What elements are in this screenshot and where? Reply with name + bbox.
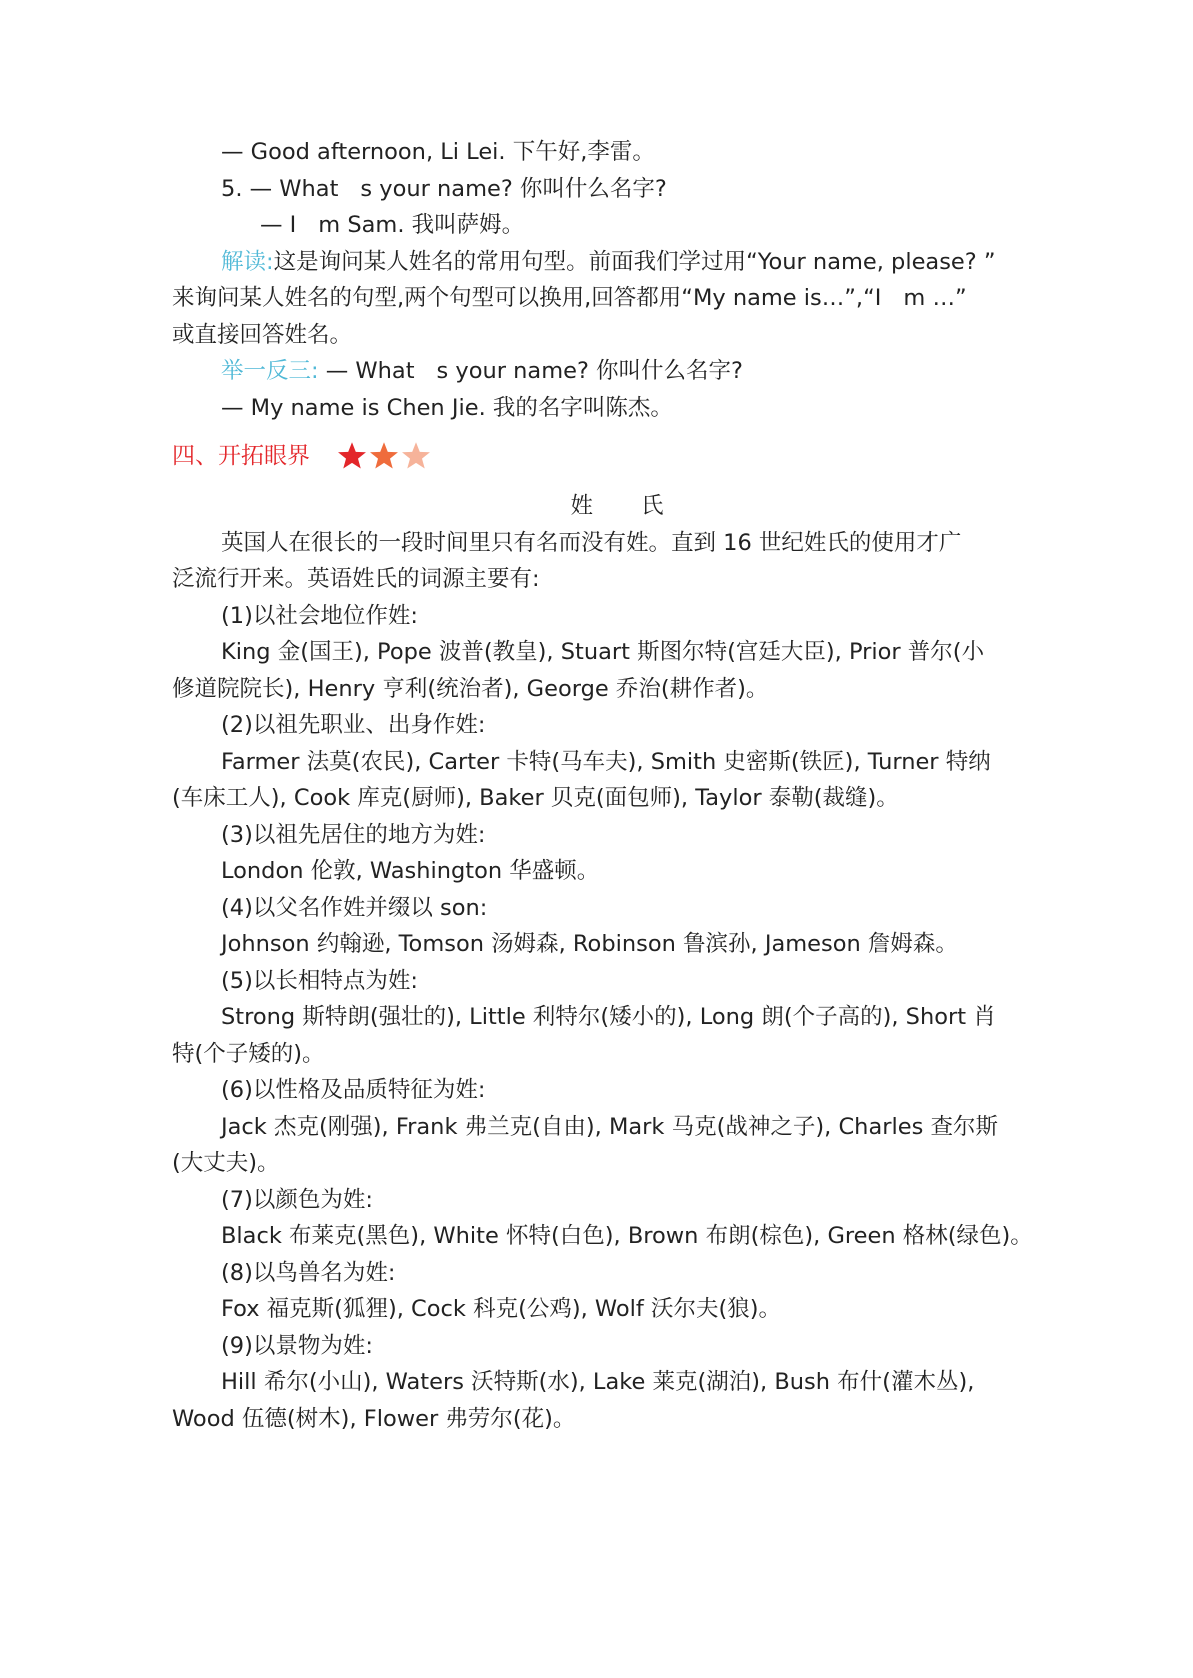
dialogue-text: s your name? 你叫什么名字? [360, 175, 667, 202]
paragraph-text: Hill 希尔(小山), Waters 沃特斯(水), Lake 莱克(湖泊), Bush 布什(灌木丛), [221, 1369, 975, 1395]
paragraph-text: 英国人在很长的一段时间里只有名而没有姓。直到 16 世纪姓氏的使用才广 [221, 529, 962, 556]
explanation-text: m …” [903, 285, 967, 311]
category-heading [172, 598, 1062, 635]
category-heading [172, 1182, 1062, 1219]
explanation-line-1 [172, 244, 1062, 281]
explanation-text: 来询问某人姓名的句型,两个句型可以换用,回答都用“My name is…”,“I [172, 285, 882, 311]
intro-line-2 [172, 561, 1062, 598]
star-icon [336, 441, 368, 471]
explanation-text: 这是询问某人姓名的常用句型。前面我们学过用“Your name, please? ” [273, 248, 996, 275]
difficulty-rating [336, 441, 432, 471]
item-number: 5. [221, 175, 243, 202]
category-heading [172, 1255, 1062, 1292]
example-text: s your name? 你叫什么名字? [436, 358, 743, 384]
category-heading-text: (1)以社会地位作姓: [221, 602, 418, 629]
category-text [172, 634, 1062, 671]
title-char: 姓 [570, 493, 593, 519]
paragraph-text: Fox 福克斯(狐狸), Cock 科克(公鸡), Wolf 沃尔夫(狼)。 [221, 1296, 782, 1322]
explanation-line-3 [172, 317, 1062, 354]
paragraph-text: 泛流行开来。英语姓氏的词源主要有: [172, 566, 540, 592]
article-title [172, 488, 1062, 525]
example-label: 举一反三: [221, 358, 319, 384]
category-heading-text: (8)以鸟兽名为姓: [221, 1259, 396, 1286]
category-heading [172, 1072, 1062, 1109]
category-text [172, 999, 1062, 1036]
example-line-2 [172, 390, 1062, 427]
explanation-text: 或直接回答姓名。 [172, 321, 353, 348]
category-text [172, 1291, 1062, 1328]
paragraph-text: King 金(国王), Pope 波普(教皇), Stuart 斯图尔特(宫廷大臣), Prior 普尔(小 [221, 639, 985, 665]
category-text [172, 1036, 1062, 1073]
category-text [172, 1364, 1062, 1401]
category-text [172, 853, 1062, 890]
section-heading [172, 438, 1062, 474]
category-text [172, 1145, 1062, 1182]
category-heading-text: (6)以性格及品质特征为姓: [221, 1077, 486, 1103]
paragraph-text: Farmer 法莫(农民), Carter 卡特(马车夫), Smith 史密斯(铁匠), Turner 特纳 [221, 748, 991, 775]
paragraph-text: London 伦敦, Washington 华盛顿。 [221, 858, 600, 884]
example-text: — What [325, 358, 415, 384]
paragraph-text: 修道院院长), Henry 亨利(统治者), George 乔治(耕作者)。 [172, 675, 769, 702]
category-heading-text: (2)以祖先职业、出身作姓: [221, 712, 486, 738]
category-text [172, 1401, 1062, 1438]
intro-line-1 [172, 525, 1062, 562]
paragraph-text: Strong 斯特朗(强壮的), Little 利特尔(矮小的), Long 朗(个子高的), Short 肖 [221, 1004, 996, 1030]
explanation-line-2 [172, 280, 1062, 317]
category-heading-text: (3)以祖先居住的地方为姓: [221, 821, 486, 848]
paragraph-text: 特(个子矮的)。 [172, 1040, 325, 1067]
category-text [172, 1109, 1062, 1146]
star-icon [368, 441, 400, 471]
example-line-1 [172, 353, 1062, 390]
dialogue-text: — What [249, 175, 339, 202]
category-heading-text: (9)以景物为姓: [221, 1332, 373, 1359]
star-icon [400, 441, 432, 471]
paragraph-text: Johnson 约翰逊, Tomson 汤姆森, Robinson 鲁滨孙, Jameson 詹姆森。 [221, 931, 958, 957]
dialogue-text: — I [260, 212, 297, 238]
example-text: — My name is Chen Jie. 我的名字叫陈杰。 [221, 394, 673, 421]
category-text [172, 671, 1062, 708]
category-text [172, 780, 1062, 817]
paragraph-text: (大丈夫)。 [172, 1150, 280, 1176]
section-title: 四、开拓眼界 [172, 442, 310, 469]
category-heading [172, 1328, 1062, 1365]
dialogue-line-3 [172, 207, 1062, 244]
paragraph-text: Jack 杰克(刚强), Frank 弗兰克(自由), Mark 马克(战神之子), Charles 查尔斯 [221, 1113, 998, 1140]
document-page [172, 134, 1062, 1437]
title-char: 氏 [641, 493, 664, 519]
category-heading [172, 963, 1062, 1000]
category-text [172, 1218, 1062, 1255]
category-heading-text: (7)以颜色为姓: [221, 1186, 373, 1213]
dialogue-text: — Good afternoon, Li Lei. 下午好,李雷。 [221, 139, 655, 165]
category-heading [172, 817, 1062, 854]
category-heading [172, 890, 1062, 927]
explanation-label: 解读: [221, 248, 274, 275]
paragraph-text: Wood 伍德(树木), Flower 弗劳尔(花)。 [172, 1405, 576, 1432]
dialogue-line-1 [172, 134, 1062, 171]
category-heading-text: (5)以长相特点为姓: [221, 967, 418, 994]
dialogue-text: m Sam. 我叫萨姆。 [318, 212, 525, 238]
paragraph-text: (车床工人), Cook 库克(厨师), Baker 贝克(面包师), Taylor 泰勒(裁缝)。 [172, 785, 899, 811]
category-text [172, 926, 1062, 963]
category-heading [172, 707, 1062, 744]
dialogue-line-2 [172, 171, 1062, 208]
paragraph-text: Black 布莱克(黑色), White 怀特(白色), Brown 布朗(棕色), Green 格林(绿色)。 [221, 1223, 1033, 1249]
category-text [172, 744, 1062, 781]
category-heading-text: (4)以父名作姓并缀以 son: [221, 894, 488, 921]
